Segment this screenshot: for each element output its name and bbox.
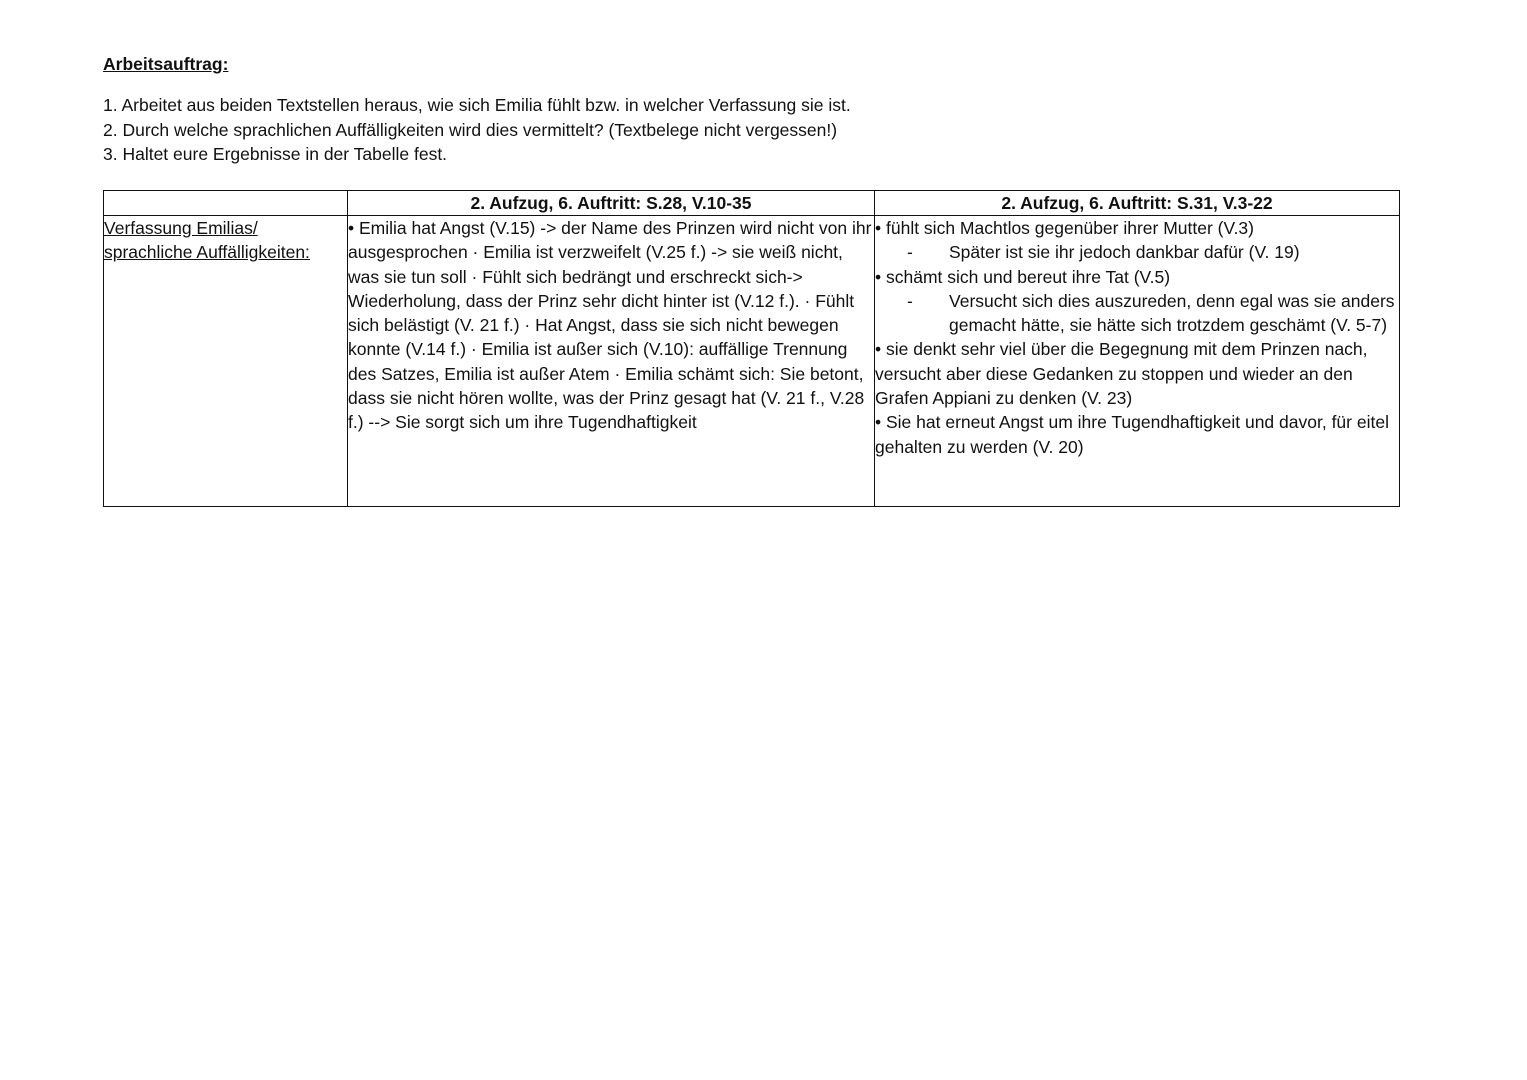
finding-subitem [875, 289, 1399, 338]
scene-1-findings: • Emilia hat Angst (V.15) -> der Name des Prinzen wird nicht von ihr ausgesprochen · Emilia ist verzweifelt (V.25 f.) -> sie weiß nicht, was sie tun soll · Fühlt sich bedrängt und erschreckt sich-> Wiederholung, dass der Prinz sehr dicht hinter ist (V.12 f.). · Fühlt sich belästigt (V. 21 f.) · Hat Angst, dass sie sich nicht bewegen konnte (V.14 f.) · Emilia ist außer sich (V.10): auffällige Trennung des Satzes, Emilia ist außer Atem · Emilia schämt sich: Sie betont, dass sie nicht hören wollte, was der Prinz gesagt hat (V. 21 f., V.28 f.) --> Sie sorgt sich um ihre Tugendhaftigkeit [348, 216, 875, 507]
finding-subitem-text: Später ist sie ihr jedoch dankbar dafür (V. 19) [949, 242, 1300, 263]
finding-item: • fühlt sich Machtlos gegenüber ihrer Mutter (V.3) [875, 218, 1254, 238]
analysis-table [103, 190, 1400, 507]
task-item: 3. Haltet eure Ergebnisse in der Tabelle fest. [103, 144, 448, 164]
task-item: 1. Arbeitet aus beiden Textstellen heraus, wie sich Emilia fühlt bzw. in welcher Verfassung sie ist. [103, 95, 851, 115]
table-header-empty [104, 191, 348, 216]
dash-marker: - [907, 290, 913, 311]
table-header-scene-1: 2. Aufzug, 6. Auftritt: S.28, V.10-35 [348, 191, 875, 216]
finding-item: • sie denkt sehr viel über die Begegnung mit dem Prinzen nach, versucht aber diese Gedanken zu stoppen und wieder an den Grafen Appiani zu denken (V. 23) [875, 339, 1368, 409]
finding-item: • schämt sich und bereut ihre Tat (V.5) [875, 266, 1171, 287]
task-item: 2. Durch welche sprachlichen Auffälligkeiten wird dies vermittelt? (Textbelege nicht vergessen!) [103, 119, 838, 140]
finding-subitem [875, 240, 1399, 264]
scene-2-findings [875, 216, 1400, 507]
row-label: Verfassung Emilias/ sprachliche Auffälligkeiten: [104, 216, 348, 507]
finding-subitem-text: Versucht sich dies auszureden, denn egal was sie anders gemacht hätte, sie hätte sich trotzdem geschämt (V. 5-7) [949, 290, 1395, 336]
table-row [104, 216, 1400, 507]
assignment-heading: Arbeitsauftrag: [103, 54, 229, 74]
task-list [103, 93, 851, 167]
finding-item: • Sie hat erneut Angst um ihre Tugendhaftigkeit und davor, für eitel gehalten zu werden (V. 20) [875, 412, 1389, 457]
table-header-scene-2: 2. Aufzug, 6. Auftritt: S.31, V.3-22 [875, 191, 1400, 216]
dash-marker: - [907, 242, 913, 263]
table-header-row [104, 191, 1400, 216]
